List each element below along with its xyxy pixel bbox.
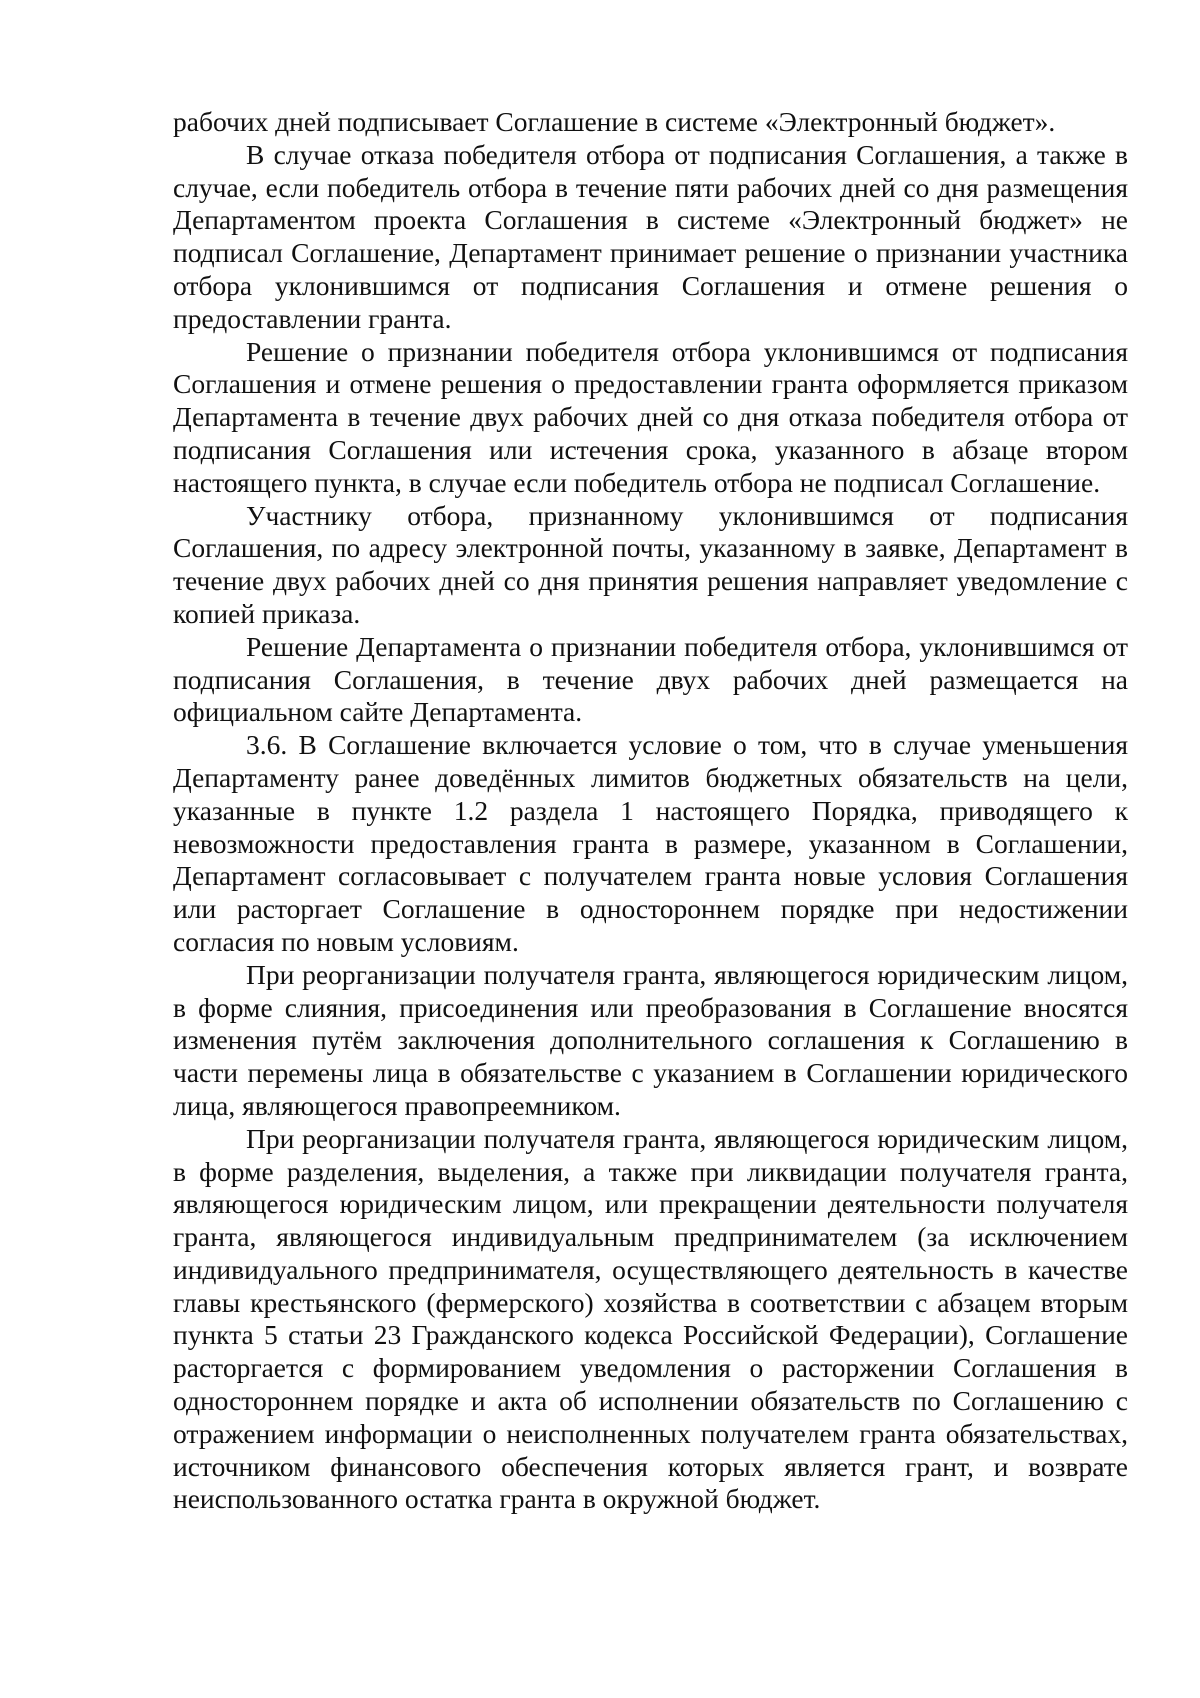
- document-page: [173, 106, 1128, 1516]
- paragraph-reorganization-merger: При реорганизации получателя гранта, являющегося юридическим лицом, в форме слияния, присоединения или преобразования в Соглашение вносятся изменения путём заключения дополнительного соглашения к Соглашению в части перемены лица в обязательстве с указанием в Соглашении юридического лица, являющегося правопреемником.: [173, 958, 1128, 1121]
- paragraph-notification: Участнику отбора, признанному уклонившимся от подписания Соглашения, по адресу электронной почты, указанному в заявке, Департамент в течение двух рабочих дней со дня принятия решения направляет уведомление с копией приказа.: [173, 499, 1128, 629]
- paragraph-decision-order: Решение о признании победителя отбора уклонившимся от подписания Соглашения и отмене решения о предоставлении гранта оформляется приказом Департамента в течение двух рабочих дней со дня отказа победителя отбора от подписания Соглашения или истечения срока, указанного в абзаце втором настоящего пункта, в случае если победитель отбора не подписал Соглашение.: [173, 335, 1128, 498]
- paragraph-refusal-of-winner: В случае отказа победителя отбора от подписания Соглашения, а также в случае, если победитель отбора в течение пяти рабочих дней со дня размещения Департаментом проекта Соглашения в системе «Электронный бюджет» не подписал Соглашение, Департамент принимает решение о признании участника отбора уклонившимся от подписания Соглашения и отмене решения о предоставлении гранта.: [173, 138, 1128, 334]
- paragraph-reorganization-division: При реорганизации получателя гранта, являющегося юридическим лицом, в форме разделения, выделения, а также при ликвидации получателя гранта, являющегося юридическим лицом, или прекращении деятельности получателя гранта, являющегося индивидуальным предпринимателем (за исключением индивидуального предпринимателя, осуществляющего деятельность в качестве главы крестьянского (фермерского) хозяйства в соответствии с абзацем вторым пункта 5 статьи 23 Гражданского кодекса Российской Федерации), Соглашение расторгается с формированием уведомления о расторжении Соглашения в одностороннем порядке и акта об исполнении обязательств по Соглашению с отражением информации о неисполненных получателем гранта обязательствах, источником финансового обеспечения которых является грант, и возврате неиспользованного остатка гранта в окружной бюджет.: [173, 1122, 1128, 1515]
- paragraph-clause-3-6: 3.6. В Соглашение включается условие о том, что в случае уменьшения Департаменту ранее доведённых лимитов бюджетных обязательств на цели, указанные в пункте 1.2 раздела 1 настоящего Порядка, приводящего к невозможности предоставления гранта в размере, указанном в Соглашении, Департамент согласовывает с получателем гранта новые условия Соглашения или расторгает Соглашение в одностороннем порядке при недостижении согласия по новым условиям.: [173, 729, 1128, 957]
- paragraph-continuation: рабочих дней подписывает Соглашение в системе «Электронный бюджет».: [173, 106, 1056, 137]
- paragraph-publication: Решение Департамента о признании победителя отбора, уклонившимся от подписания Соглашения, в течение двух рабочих дней размещается на официальном сайте Департамента.: [173, 630, 1128, 728]
